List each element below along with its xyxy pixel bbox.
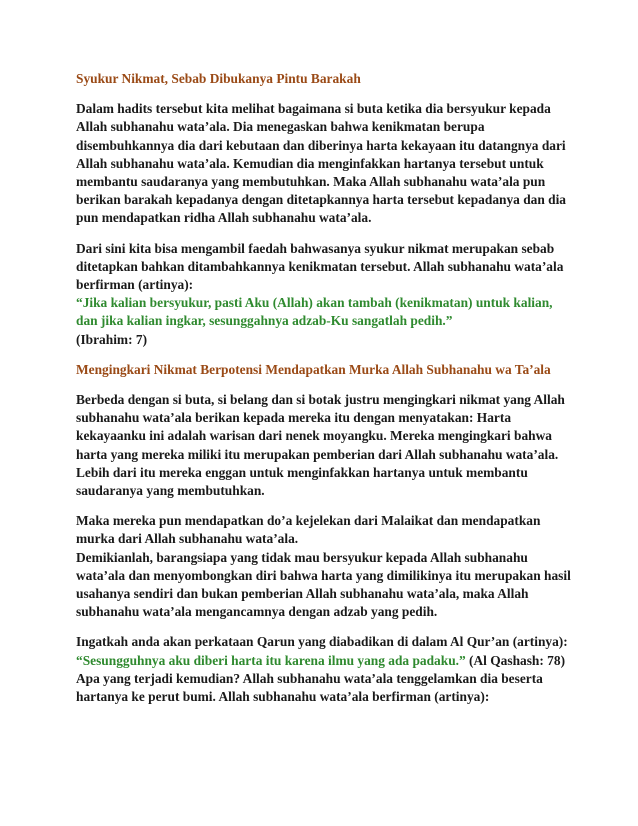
quote-ref-ibrahim: (Ibrahim: 7) xyxy=(76,331,148,347)
paragraph-belang-botak: Berbeda dengan si buta, si belang dan si botak justru mengingkari nikmat yang Allah subhanahu wata’ala berikan kepada mereka itu dengan menyatakan: Harta kekayaanku ini adalah warisan dari nenek moyangku. Mereka mengingkari bahwa harta yang mereka miliki itu merupakan pemberian dari Allah subhanahu wata’ala. Lebih dari itu mereka enggan untuk menginfakkan hartanya untuk membantu saudaranya yang membutuhkan. xyxy=(76,392,565,499)
quote-ref-qashash: (Al Qashash: 78) xyxy=(465,652,566,668)
document-page xyxy=(76,70,576,706)
qarun-quote-line xyxy=(76,652,576,670)
section-heading-mengingkari: Mengingkari Nikmat Berpotensi Mendapatkan Murka Allah Subhanahu wa Ta’ala xyxy=(76,361,551,377)
paragraph-murka xyxy=(76,512,576,621)
quote-qarun: “Sesungguhnya aku diberi harta itu karena ilmu yang ada padaku.” xyxy=(76,652,466,668)
qarun-ending: Apa yang terjadi kemudian? Allah subhanahu wata’ala tenggelamkan dia beserta hartanya ke perut bumi. Allah subhanahu wata’ala berfirman (artinya): xyxy=(76,670,543,705)
qarun-intro: Ingatkah anda akan perkataan Qarun yang diabadikan di dalam Al Qur’an (artinya): xyxy=(76,634,568,650)
paragraph-faedah xyxy=(76,240,576,349)
paragraph-si-buta: Dalam hadits tersebut kita melihat bagaimana si buta ketika dia bersyukur kepada Allah subhanahu wata’ala. Dia menegaskan bahwa kenikmatan berupa disembuhkannya dia dari kebutaan dan diberinya harta kekayaan itu datangnya dari Allah subhanahu wata’ala. Kemudian dia menginfakkan hartanya tersebut untuk membantu saudaranya yang membutuhkan. Maka Allah subhanahu wata’ala pun berikan barakah kepadanya dengan ditetapkannya harta tersebut kepadanya dan dia pun mendapatkan ridha Allah subhanahu wata’ala. xyxy=(76,101,566,226)
quote-ibrahim: “Jika kalian bersyukur, pasti Aku (Allah) akan tambah (kenikmatan) untuk kalian, dan jika kalian ingkar, sesunggahnya adzab-Ku sangatlah pedih.” xyxy=(76,295,553,329)
paragraph-qarun xyxy=(76,633,576,706)
murka-line-1: Maka mereka pun mendapatkan do’a kejelekan dari Malaikat dan mendapatkan murka dari Allah subhanahu wata’ala. xyxy=(76,513,541,547)
murka-line-2: Demikianlah, barangsiapa yang tidak mau bersyukur kepada Allah subhanahu wata’ala dan menyombongkan diri bahwa harta yang dimilikinya itu merupakan hasil usahanya sendiri dan bukan pemberian Allah subhanahu wata’ala, maka Allah subhanahu wata’ala mengancamnya dengan adzab yang pedih. xyxy=(76,549,571,620)
section-heading-syukur: Syukur Nikmat, Sebab Dibukanya Pintu Barakah xyxy=(76,71,361,86)
faedah-intro: Dari sini kita bisa mengambil faedah bahwasanya syukur nikmat merupakan sebab ditetapkan bahkan ditambahkannya kenikmatan tersebut. Allah subhanahu wata’ala berfirman (artinya): xyxy=(76,240,564,293)
